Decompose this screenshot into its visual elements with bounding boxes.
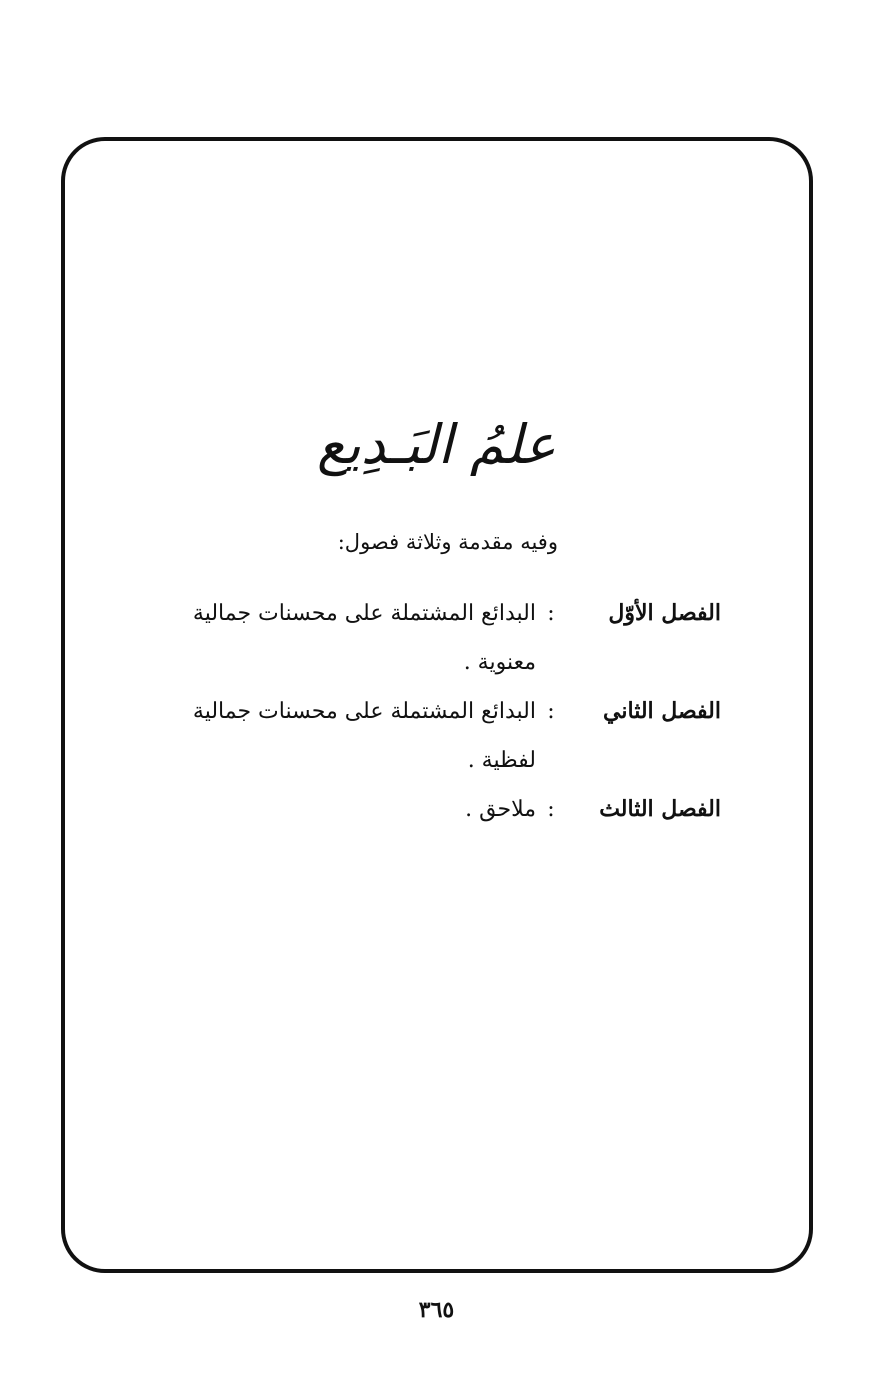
- chapter-separator: :: [547, 699, 555, 724]
- chapter-entry-2: [91, 687, 721, 785]
- chapter-label: الفصل الثاني: [603, 698, 721, 724]
- chapter-separator: :: [547, 601, 555, 626]
- chapter-description-line: البدائع المشتملة على محسنات جمالية: [192, 699, 536, 724]
- chapter-entry-3: [91, 785, 721, 834]
- chapter-description-line: البدائع المشتملة على محسنات جمالية: [192, 601, 536, 626]
- chapter-list: [91, 589, 721, 834]
- chapter-label: الفصل الثالث: [599, 796, 721, 822]
- chapter-description-line: معنوية .: [463, 650, 536, 675]
- chapter-description: [91, 589, 536, 687]
- chapter-description-line: ملاحق .: [465, 797, 536, 822]
- chapter-description-line: لفظية .: [467, 748, 536, 773]
- page-title: علمُ البَـدِيع: [317, 413, 556, 476]
- chapter-description: [91, 785, 536, 834]
- page-number: ٣٦٥: [418, 1297, 455, 1323]
- chapter-entry-1: [91, 589, 721, 687]
- chapter-label: الفصل الأوّل: [608, 600, 721, 626]
- intro-text: وفيه مقدمة وثلاثة فصول:: [337, 530, 558, 554]
- chapter-separator: :: [547, 797, 555, 822]
- chapter-description: [91, 687, 536, 785]
